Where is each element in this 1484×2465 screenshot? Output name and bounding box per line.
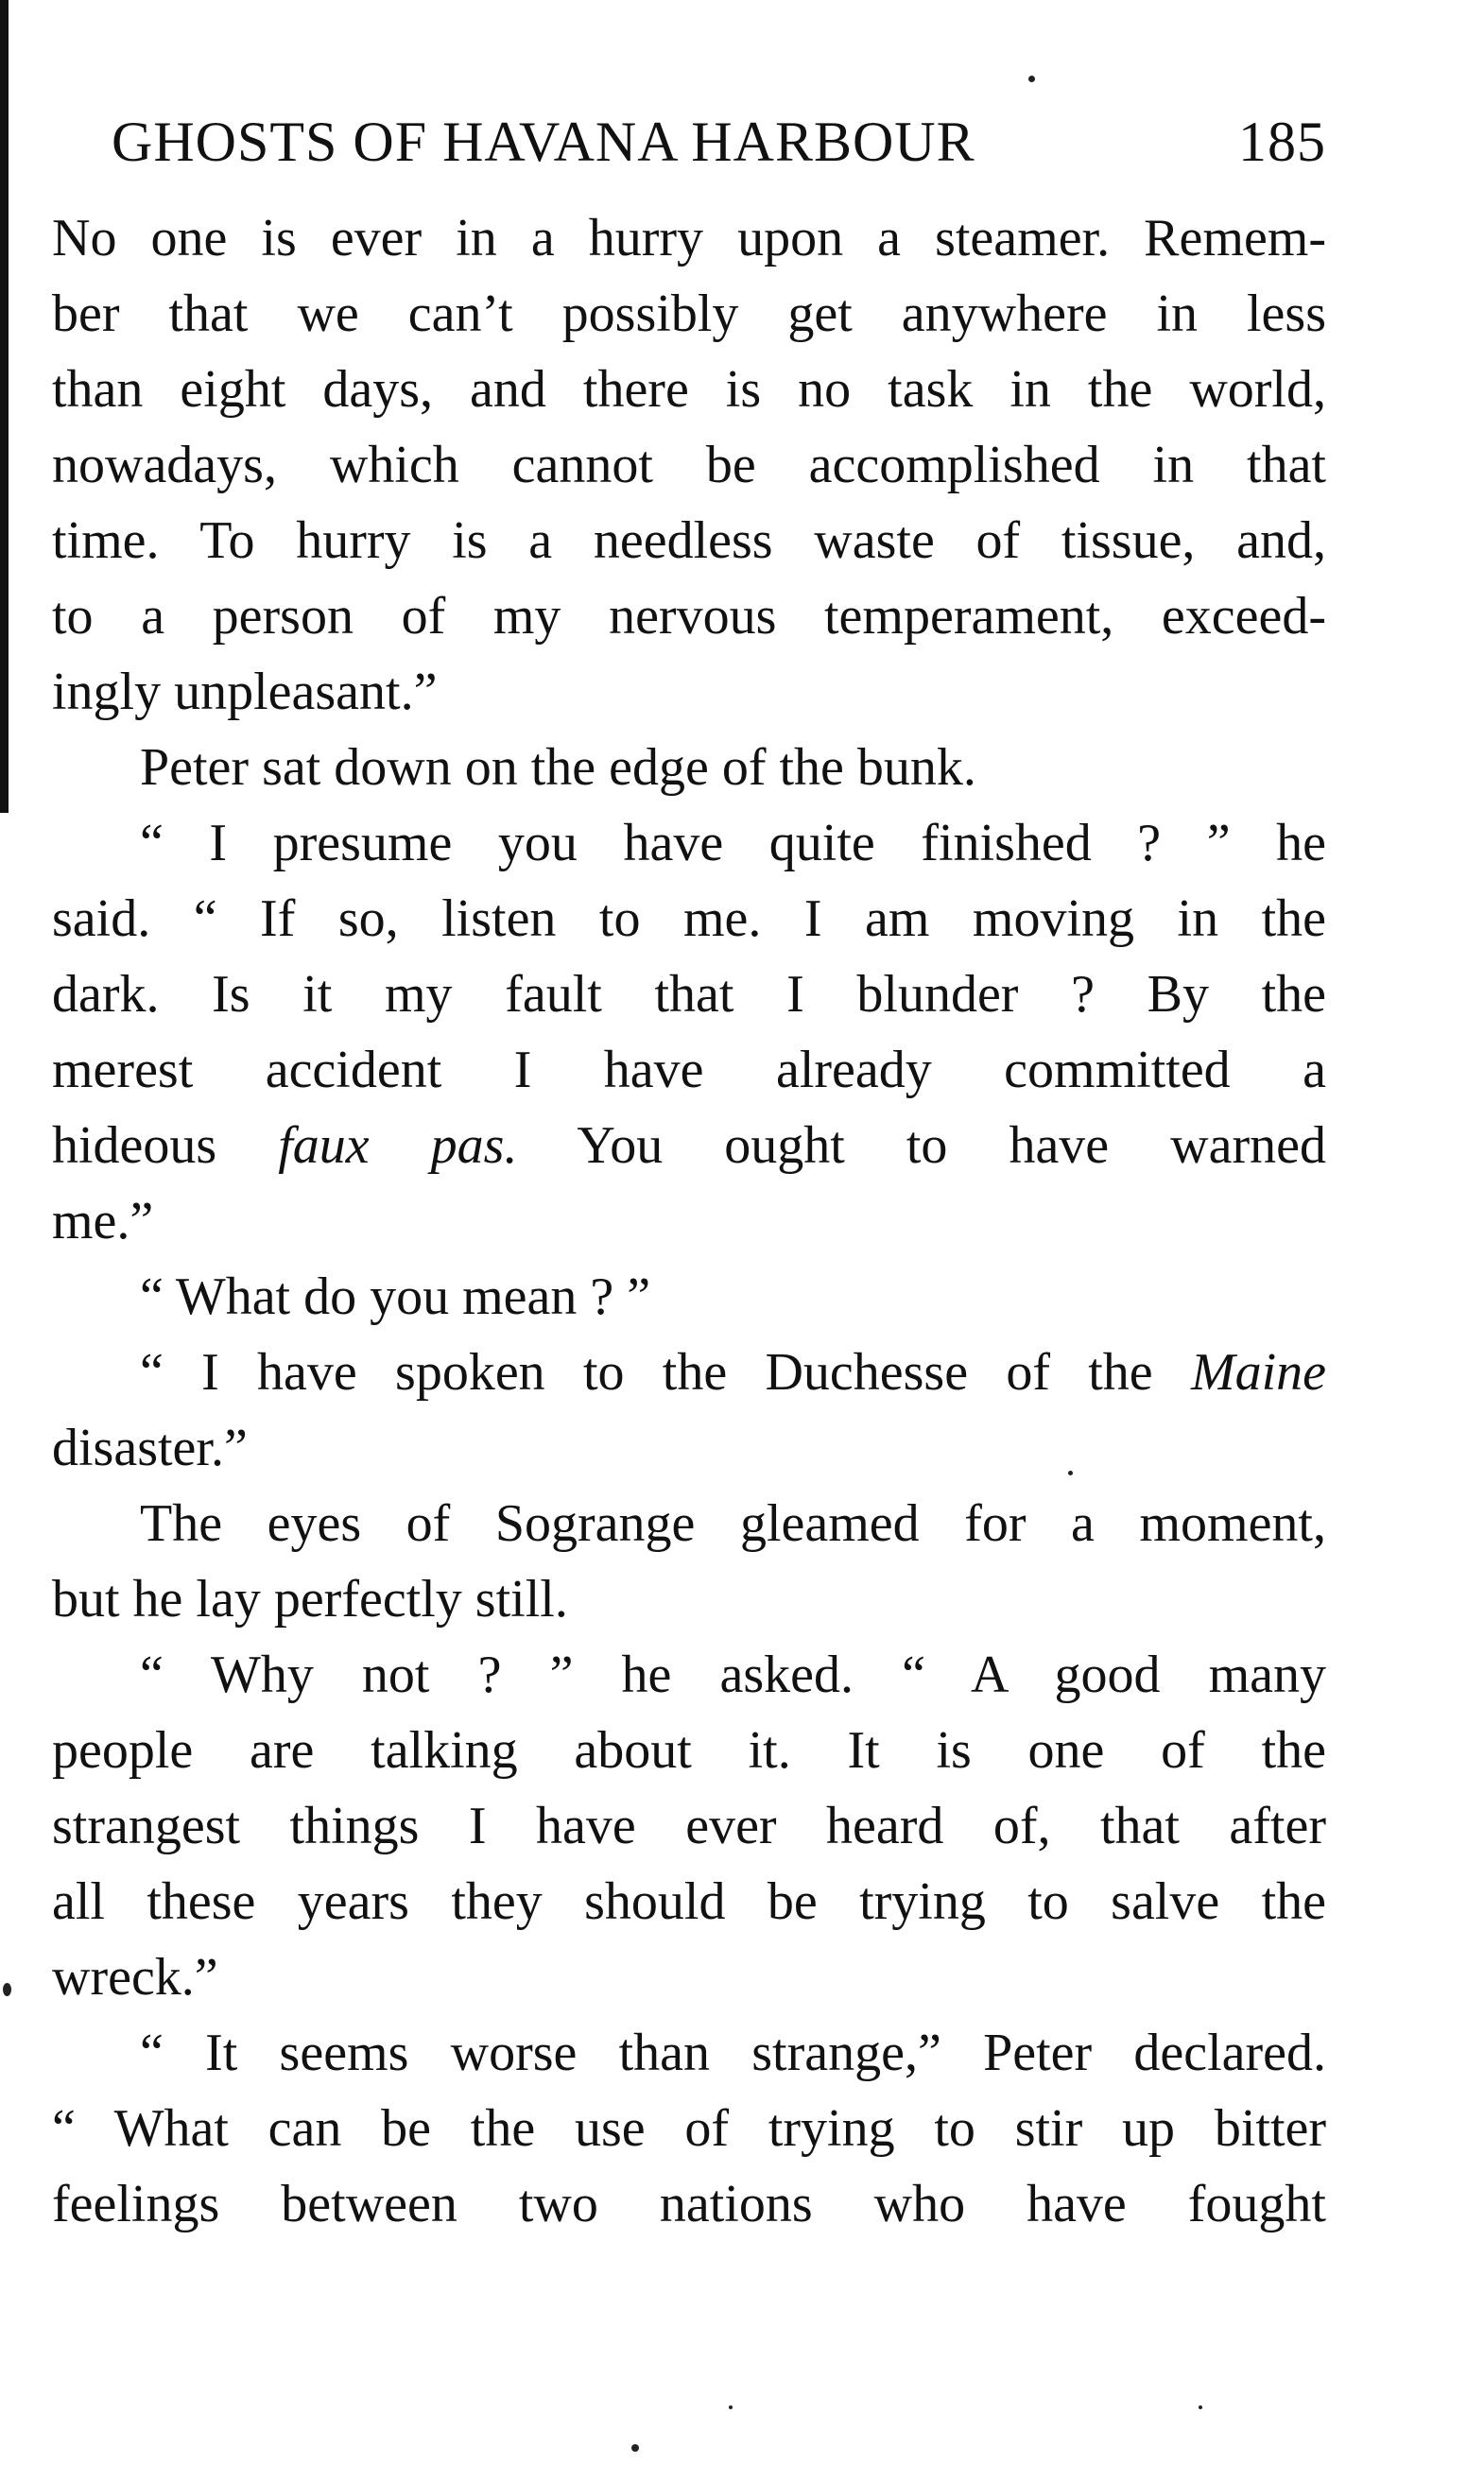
text-line: nowadays, which cannot be accomplished in that (52, 436, 1326, 494)
text-run: You ought to have warned (517, 1116, 1326, 1175)
body-text (52, 200, 1326, 2242)
text-line: ber that we can’t possibly get anywhere in less (52, 284, 1326, 343)
text-line: “ What can be the use of trying to stir up bitter (52, 2099, 1326, 2158)
text-line: strangest things I have ever heard of, that after (52, 1797, 1326, 1855)
text-line: but he lay perfectly still. (52, 1570, 568, 1629)
running-head (112, 106, 1326, 178)
text-line: merest accident I have already committed a (52, 1041, 1326, 1099)
scan-speck (729, 2405, 733, 2409)
italic-phrase: faux pas. (278, 1116, 518, 1175)
text-line (52, 1335, 1326, 1410)
text-line: disaster.” (52, 1419, 248, 1477)
text-line: all these years they should be trying to salve the (52, 1872, 1326, 1931)
text-line: feelings between two nations who have fought (52, 2175, 1326, 2233)
scan-speck (631, 2444, 639, 2452)
text-line: than eight days, and there is no task in the world, (52, 360, 1326, 419)
running-head-title: GHOSTS OF HAVANA HARBOUR (112, 111, 975, 173)
italic-phrase: Maine (1190, 1343, 1326, 1402)
text-line: “ What do you mean ? ” (140, 1267, 651, 1326)
text-line: said. “ If so, listen to me. I am moving in the (52, 889, 1326, 948)
text-line: wreck.” (52, 1948, 218, 2007)
scan-speck (1199, 2405, 1202, 2409)
text-line: ingly unpleasant.” (52, 663, 438, 721)
text-run: “ I have spoken to the Duchesse of the (140, 1343, 1191, 1402)
scan-edge-shadow (0, 0, 9, 813)
text-line: me.” (52, 1192, 154, 1250)
text-line: “ I presume you have quite finished ? ” he (140, 814, 1326, 872)
text-line: Peter sat down on the edge of the bunk. (140, 738, 976, 797)
text-line: No one is ever in a hurry upon a steamer. Remem- (52, 209, 1326, 267)
text-line: “ Why not ? ” he asked. “ A good many (140, 1646, 1326, 1704)
text-line (52, 1108, 1326, 1183)
text-line: to a person of my nervous temperament, exceed- (52, 587, 1326, 646)
scan-speck (3, 1983, 11, 1996)
text-line: time. To hurry is a needless waste of tissue, and, (52, 511, 1326, 570)
text-line: people are talking about it. It is one of the (52, 1721, 1326, 1780)
text-line: The eyes of Sogrange gleamed for a moment, (140, 1494, 1326, 1553)
text-line: “ It seems worse than strange,” Peter declared. (140, 2024, 1326, 2082)
text-run: hideous (52, 1116, 279, 1175)
scan-speck (1028, 76, 1035, 82)
page-number: 185 (1238, 111, 1326, 173)
text-line: dark. Is it my fault that I blunder ? By the (52, 965, 1326, 1024)
